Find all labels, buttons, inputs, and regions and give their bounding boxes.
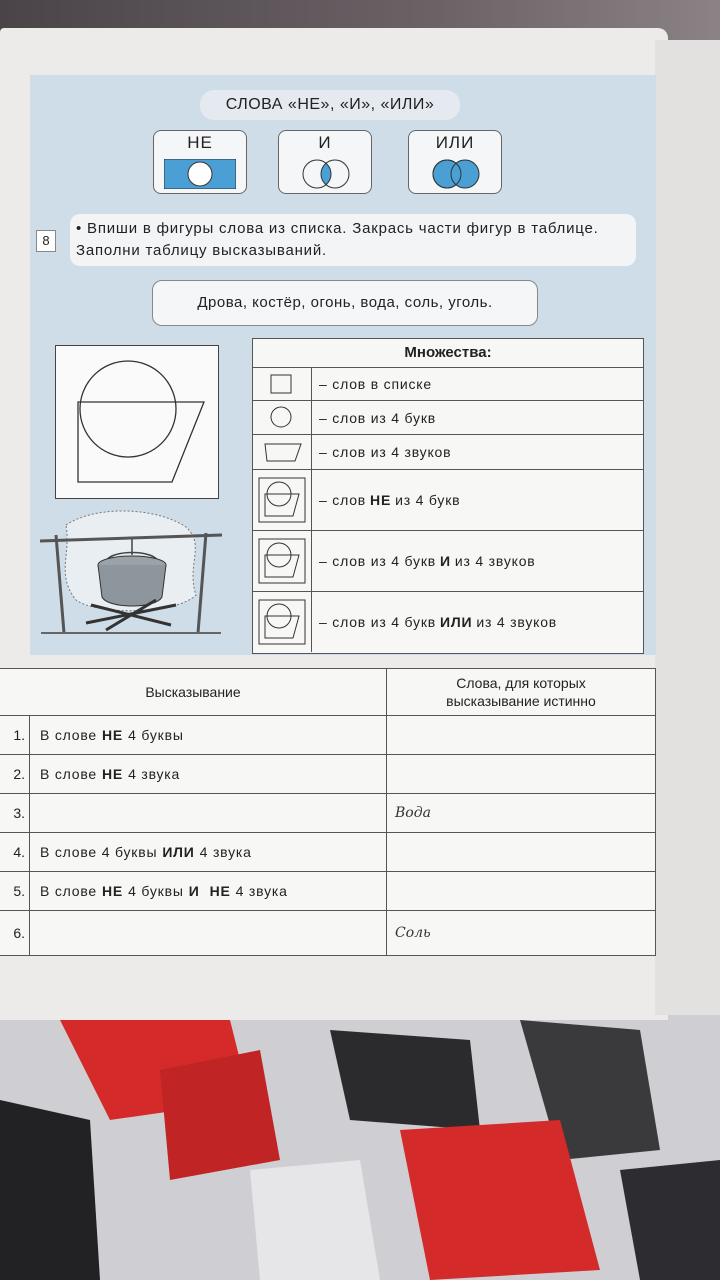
- operator-label: ИЛИ: [435, 133, 475, 152]
- sets-row: [253, 368, 643, 401]
- sets-row: [253, 435, 643, 470]
- answer-cell[interactable]: [386, 755, 655, 793]
- sets-header: Множества:: [253, 339, 643, 368]
- sets-row-text-pre: – слов из 4 звуков: [319, 444, 452, 460]
- task-number: 8: [36, 230, 56, 252]
- answer-cell[interactable]: [386, 716, 655, 754]
- sets-row-icon-cell: [253, 368, 312, 400]
- campfire-illustration: [36, 505, 226, 640]
- background-fabric: [0, 1010, 720, 1280]
- diagram-shapes: [56, 346, 218, 498]
- sets-row: [253, 592, 643, 652]
- sets-row-text-pre: – слов из 4 букв: [319, 409, 436, 426]
- statement-part: В слове: [40, 883, 98, 899]
- sets-row-icon-cell: [253, 435, 312, 469]
- sets-row-text-pre: – слов в списке: [319, 376, 432, 392]
- statement-operator: НЕ: [102, 727, 124, 743]
- answer-cell[interactable]: [386, 833, 655, 871]
- table-row: [0, 832, 655, 871]
- venn-or-icon: [253, 592, 311, 652]
- operator-label: НЕ: [187, 133, 213, 152]
- venn-and-icon: [253, 531, 311, 591]
- statement-text[interactable]: [40, 911, 380, 955]
- row-number: 3.: [0, 794, 30, 832]
- sets-row: [253, 401, 643, 435]
- sets-row-text: [319, 470, 460, 530]
- fabric-print: [0, 1010, 720, 1280]
- table-row: [0, 715, 655, 754]
- task-text: • Впиши в фигуры слова из списка. Закрась части фигур в таблице. Заполни таблицу высказываний.: [76, 220, 599, 259]
- sets-row-text: [319, 592, 557, 652]
- sets-table: [252, 338, 644, 654]
- statement-part: В слове 4 буквы: [40, 844, 158, 860]
- table-row: [0, 754, 655, 793]
- row-number: 6.: [0, 911, 30, 955]
- statement-text: [40, 716, 380, 754]
- sets-row-text-post: из 4 звуков: [454, 553, 536, 569]
- statement-part: В слове: [40, 727, 98, 743]
- sets-row-icon-cell: [253, 401, 312, 434]
- statement-text[interactable]: [40, 794, 380, 832]
- sets-row-text-pre: – слов из 4 букв: [319, 553, 436, 569]
- sets-row-icon-cell: [253, 470, 312, 530]
- answer-cell[interactable]: Вода: [386, 794, 655, 832]
- operator-and-box: [278, 130, 372, 194]
- venn-and-icon: [291, 157, 361, 191]
- sets-row-text: [319, 435, 451, 469]
- answer-cell[interactable]: [386, 872, 655, 910]
- venn-not-icon: [253, 470, 311, 530]
- page-edge: [655, 40, 720, 1015]
- table-row: [0, 910, 655, 955]
- statement-text: [40, 833, 380, 871]
- sets-row-operator: ИЛИ: [440, 614, 473, 630]
- sets-row-icon-cell: [253, 592, 312, 652]
- statement-text: [40, 755, 380, 793]
- statement-operator: ИЛИ: [162, 844, 195, 860]
- circle-icon: [253, 401, 311, 434]
- answers-header: Слова, для которых высказывание истинно: [386, 669, 655, 715]
- statement-part: 4 буквы: [128, 883, 184, 899]
- statement-part: В слове: [40, 766, 98, 782]
- sets-row-text-pre: – слов из 4 букв: [319, 614, 436, 630]
- answer-cell[interactable]: Соль: [386, 911, 655, 955]
- square-icon: [253, 368, 311, 400]
- venn-diagram[interactable]: [55, 345, 219, 499]
- row-number: 5.: [0, 872, 30, 910]
- word-list: Дрова, костёр, огонь, вода, соль, уголь.: [152, 280, 538, 326]
- sets-row-text-post: из 4 букв: [395, 492, 461, 508]
- sets-row-icon-cell: [253, 531, 312, 591]
- operator-not-box: [153, 130, 247, 194]
- statement-operator: НЕ: [102, 766, 124, 782]
- statement-part: 4 буквы: [128, 727, 184, 743]
- row-number: 2.: [0, 755, 30, 793]
- row-number: 1.: [0, 716, 30, 754]
- trapezoid-icon: [253, 435, 311, 469]
- sets-row-operator: НЕ: [370, 492, 392, 508]
- sets-row-text: [319, 401, 436, 434]
- statement-part: 4 звука: [128, 766, 181, 782]
- venn-or-icon: [421, 157, 491, 191]
- table-row: [0, 871, 655, 910]
- sets-row-text-pre: – слов: [319, 492, 367, 508]
- sets-row-operator: И: [440, 553, 451, 569]
- table-row: [0, 793, 655, 832]
- page-title: СЛОВА «НЕ», «И», «ИЛИ»: [200, 90, 460, 120]
- statements-table: [0, 668, 656, 956]
- statement-operator: И: [188, 883, 200, 899]
- sets-row: [253, 470, 643, 531]
- statement-part: 4 звука: [235, 883, 288, 899]
- sets-row-text-post: из 4 звуков: [476, 614, 558, 630]
- venn-not-icon: [164, 159, 236, 189]
- statement-operator: НЕ: [102, 883, 124, 899]
- statement-operator: НЕ: [209, 883, 231, 899]
- statements-header: Высказывание: [145, 684, 241, 700]
- statement-part: 4 звука: [199, 844, 252, 860]
- operator-or-box: [408, 130, 502, 194]
- operator-label: И: [318, 133, 332, 152]
- sets-row-text: [319, 368, 432, 400]
- statement-text: [40, 872, 380, 910]
- sets-row-text: [319, 531, 536, 591]
- sets-row: [253, 531, 643, 592]
- row-number: 4.: [0, 833, 30, 871]
